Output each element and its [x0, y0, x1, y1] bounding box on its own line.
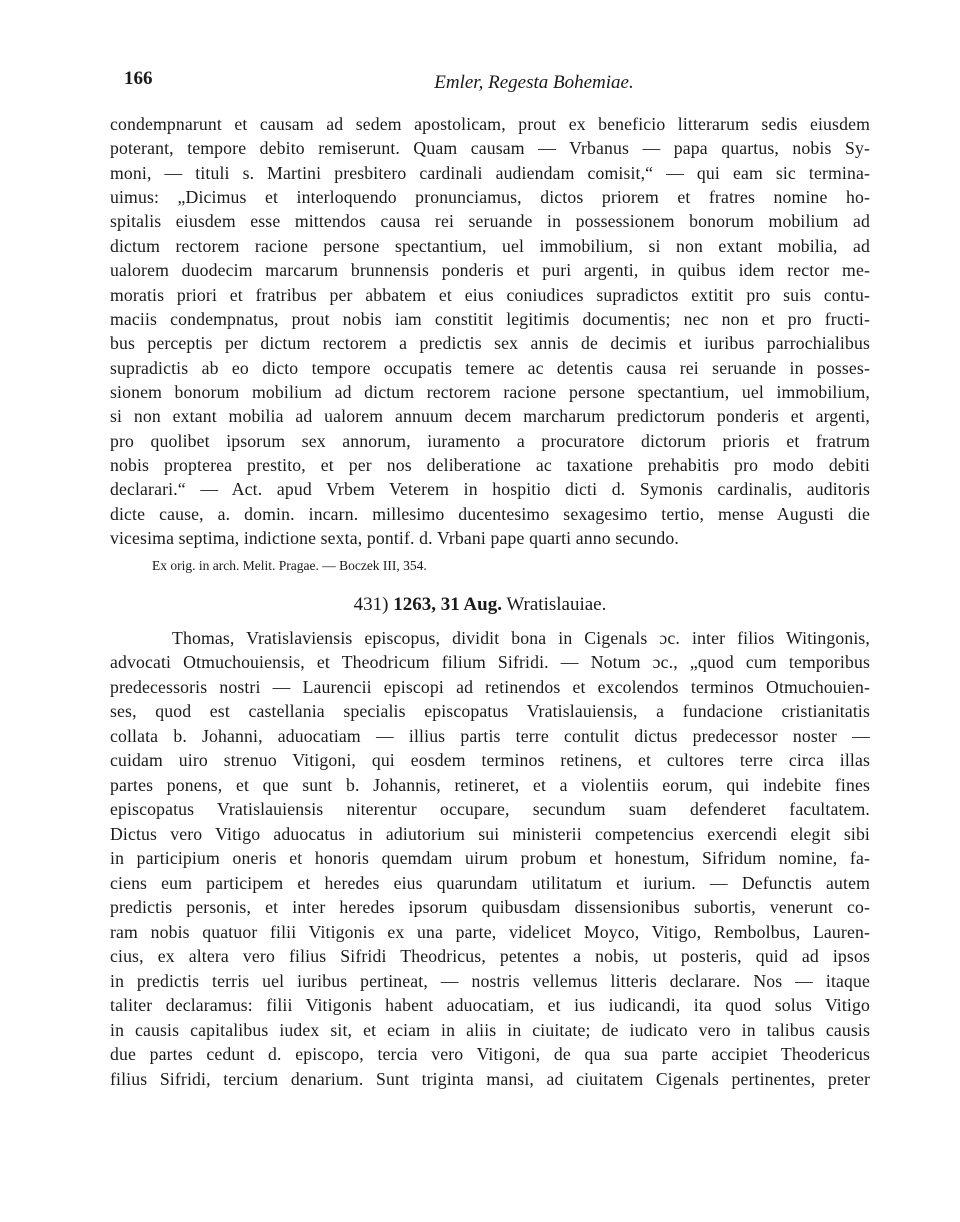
text-line: in predictis terris uel iuribus pertineat, — nostris vellemus litteris declarare. Nos — itaque — [110, 971, 870, 991]
text-line: episcopatus Vratislauiensis niterentur occupare, secundum suam defenderet facultatem. — [110, 799, 870, 819]
text-line: declarari.“ — Act. apud Vrbem Veterem in hospitio dicti d. Symonis cardinalis, auditoris — [110, 479, 870, 499]
running-title: Emler, Regesta Bohemiae. — [434, 72, 634, 93]
text-line: taliter declaramus: filii Vitigonis habent aduocatiam, et ius iudicandi, ita quod solus Vitigo — [110, 995, 870, 1015]
text-line: condempnarunt et causam ad sedem apostolicam, prout ex beneficio litterarum sedis eiusdem — [110, 114, 870, 134]
text-line: in participium oneris et honoris quemdam uirum probum et honestum, Sifridum nomine, fa- — [110, 848, 870, 868]
text-line: due partes cedunt d. episcopo, tercia vero Vitigoni, de qua sua parte accipiet Theodericus — [110, 1044, 870, 1064]
text-line: advocati Otmuchouiensis, et Theodricum filium Sifridi. — Notum ɔc., „quod cum temporibus — [110, 652, 870, 672]
text-line: spitalis eiusdem esse mittendos causa rei seruande in possessionem bonorum mobilium ad — [110, 211, 870, 231]
text-line: partes ponens, et que sunt b. Johannis, retineret, et a violentiis eorum, qui indebite fines — [110, 775, 870, 795]
text-line: in causis capitalibus iudex sit, et eciam in aliis in ciuitate; de iudicato vero in talibus causis — [110, 1020, 870, 1040]
text-line: vicesima septima, indictione sexta, pontif. d. Vrbani pape quarti anno secundo. — [110, 528, 679, 548]
text-line: ses, quod est castellania specialis episcopatus Vratislauiensis, a fundacione cristianitatis — [110, 701, 870, 721]
text-line: maciis condempnatus, prout nobis iam constitit legitimis documentis; nec non et pro fructi- — [110, 309, 870, 329]
text-line: Dictus vero Vitigo aduocatus in adiutorium sui ministerii competencius exercendi elegit sibi — [110, 824, 870, 844]
text-line: filius Sifridi, tercium denarium. Sunt triginta mansi, ad ciuitatem Cigenals pertinentes, preter — [110, 1069, 870, 1089]
text-line: dicte cause, a. domin. incarn. millesimo ducentesimo sexagesimo tertio, mense Augusti die — [110, 504, 870, 524]
page-header — [124, 68, 864, 98]
text-line: supradictis ab eo dicto tempore occupatis temere ac detentis causa rei seruande in posses- — [110, 358, 870, 378]
text-line: collata b. Johanni, aduocatiam — illius partis terre contulit dictus predecessor noster — — [110, 726, 870, 746]
regest-date: 1263, 31 Aug. — [393, 594, 502, 615]
source-note: Ex orig. in arch. Melit. Pragae. — Boczek III, 354. — [152, 558, 427, 573]
text-line: moratis priori et fratribus per abbatem et eius coniudices supradictos extitit pro suis contu- — [110, 285, 870, 305]
text-line: nobis propterea prestito, et per nos deliberatione ac taxatione prehabitis pro modo debiti — [110, 455, 870, 475]
text-line: ualorem duodecim marcarum brunnensis ponderis et puri argenti, in quibus idem rector me- — [110, 260, 870, 280]
text-line: uimus: „Dicimus et interloquendo pronunciamus, dictos priorem et fratres nomine ho- — [110, 187, 870, 207]
text-line: si non extant mobilia ad ualorem annuum decem marcharum predictorum ponderis et argenti, — [110, 406, 870, 426]
regest-number: 431) — [353, 594, 389, 615]
text-line: sionem bonorum mobilium ad dictum rectorem racione persone spectantium, uel immobilium, — [110, 382, 870, 402]
text-line: pro quolibet ipsorum sex annorum, iuramento a procuratore dictorum prioris et fratrum — [110, 431, 870, 451]
text-line: moni, — tituli s. Martini presbitero cardinali audiendam comisit,“ — qui eam sic termina- — [110, 163, 870, 183]
text-line: predictis personis, et inter heredes ipsorum quibusdam dissensionibus subortis, venerunt co- — [110, 897, 870, 917]
text-line: dictum rectorem racione persone spectantium, uel immobilium, si non extant mobilia, ad — [110, 236, 870, 256]
regest-heading — [0, 594, 960, 616]
text-line: predecessoris nostri — Laurencii episcopi ad retinendos et excolendos terminos Otmuchouien- — [110, 677, 870, 697]
text-line: cuidam uiro strenuo Vitigoni, qui eosdem terminos retinens, et cultores terre circa illas — [110, 750, 870, 770]
text-line: poterant, tempore debito remiserunt. Quam causam — Vrbanus — papa quartus, nobis Sy- — [110, 138, 870, 158]
regest-place: Wratislauiae. — [506, 594, 607, 615]
text-line: bus perceptis per dictum rectorem a predictis sex annis de decimis et iuribus parrochialibus — [110, 333, 870, 353]
text-line: ram nobis quatuor filii Vitigonis ex una parte, videlicet Moyco, Vitigo, Rembolbus, Lauren- — [110, 922, 870, 942]
page-number: 166 — [124, 68, 153, 89]
text-line: cius, ex altera vero filius Sifridi Theodricus, petentes a nobis, ut posteris, quid ad ipsos — [110, 946, 870, 966]
text-line: ciens eum participem et heredes eius quarundam utilitatum et iurium. — Defunctis autem — [110, 873, 870, 893]
text-line: Thomas, Vratislaviensis episcopus, dividit bona in Cigenals ɔc. inter filios Witingonis, — [172, 628, 870, 648]
